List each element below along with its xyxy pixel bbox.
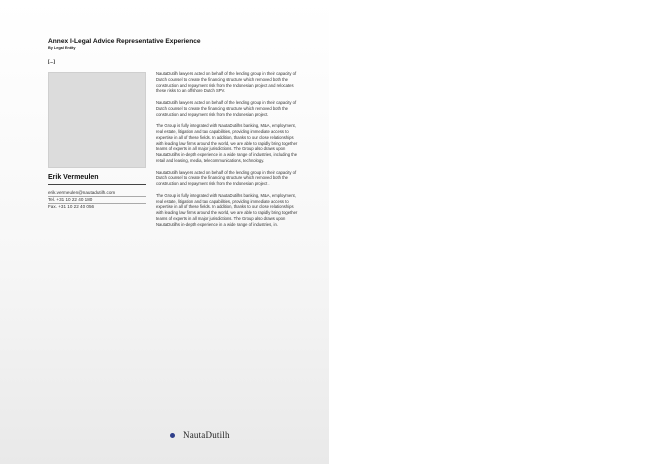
- person-name: Erik Vermeulen: [48, 174, 99, 181]
- profile-photo-placeholder: [48, 72, 146, 168]
- logo-dot-icon: [170, 433, 175, 438]
- contact-fax: Fax. +31 10 22 40 056: [48, 204, 95, 209]
- company-logo: [170, 430, 230, 440]
- paragraph: The Group is fully integrated with NautaDutilhs banking, M&A, employment, real estate, litigation and tax capabilities, providing immediate access to expertise in all of these fields. In addition, thanks to our close relationships with leading law firms around the world, we are able to rapidly bring together teams of experts in all major jurisdictions. The Group also draws upon NautaDutilhs in-depth experience in a wide range of industries, in.: [156, 192, 298, 227]
- paragraph: The Group is fully integrated with NautaDutilhs banking, M&A, employment, real estate, litigation and tax capabilities, providing immediate access to expertise in all of these fields. In addition, thanks to our close relationships with leading law firms around the world, we are able to rapidly bring together teams of experts in all major jurisdictions. The Group also draws upon NautaDutilhs in-depth experience in a wide range of industries, including the retail and leasing, media, telecommunications, technology.: [156, 123, 298, 163]
- page-title: Annex I-Legal Advice Representative Experience: [48, 38, 201, 45]
- contact-email[interactable]: erik.vermeulen@nautadutilh.com: [48, 190, 146, 197]
- document-page: [0, 0, 329, 464]
- divider: [48, 184, 146, 185]
- paragraph: NautaDutilh lawyers acted on behalf of the lending group in their capacity of Dutch counsel to create the financing structure which removed both the construction and repayment risk from the Indonesian project.: [156, 100, 297, 117]
- paragraph: NautaDutilh lawyers acted on behalf of the lending group in their capacity of Dutch counsel to create the financing structure which removed both the construction and repayment risk from the Indonesian project and relocates these risks to an offshore Dutch SPV.: [156, 71, 297, 94]
- contact-tel: Tel. +31 10 22 40 180: [48, 197, 146, 204]
- paragraph: NautaDutilh lawyers acted on behalf of the lending group in their capacity of Dutch counsel to create the financing structure which removed both the construction and repayment risk from the Indonesian project .: [156, 169, 297, 186]
- page-subtitle: By Legal Entity: [48, 46, 76, 50]
- body-text-column: [156, 71, 302, 233]
- omission-marker: [...]: [48, 59, 55, 64]
- logo-text: NautaDutilh: [183, 430, 230, 440]
